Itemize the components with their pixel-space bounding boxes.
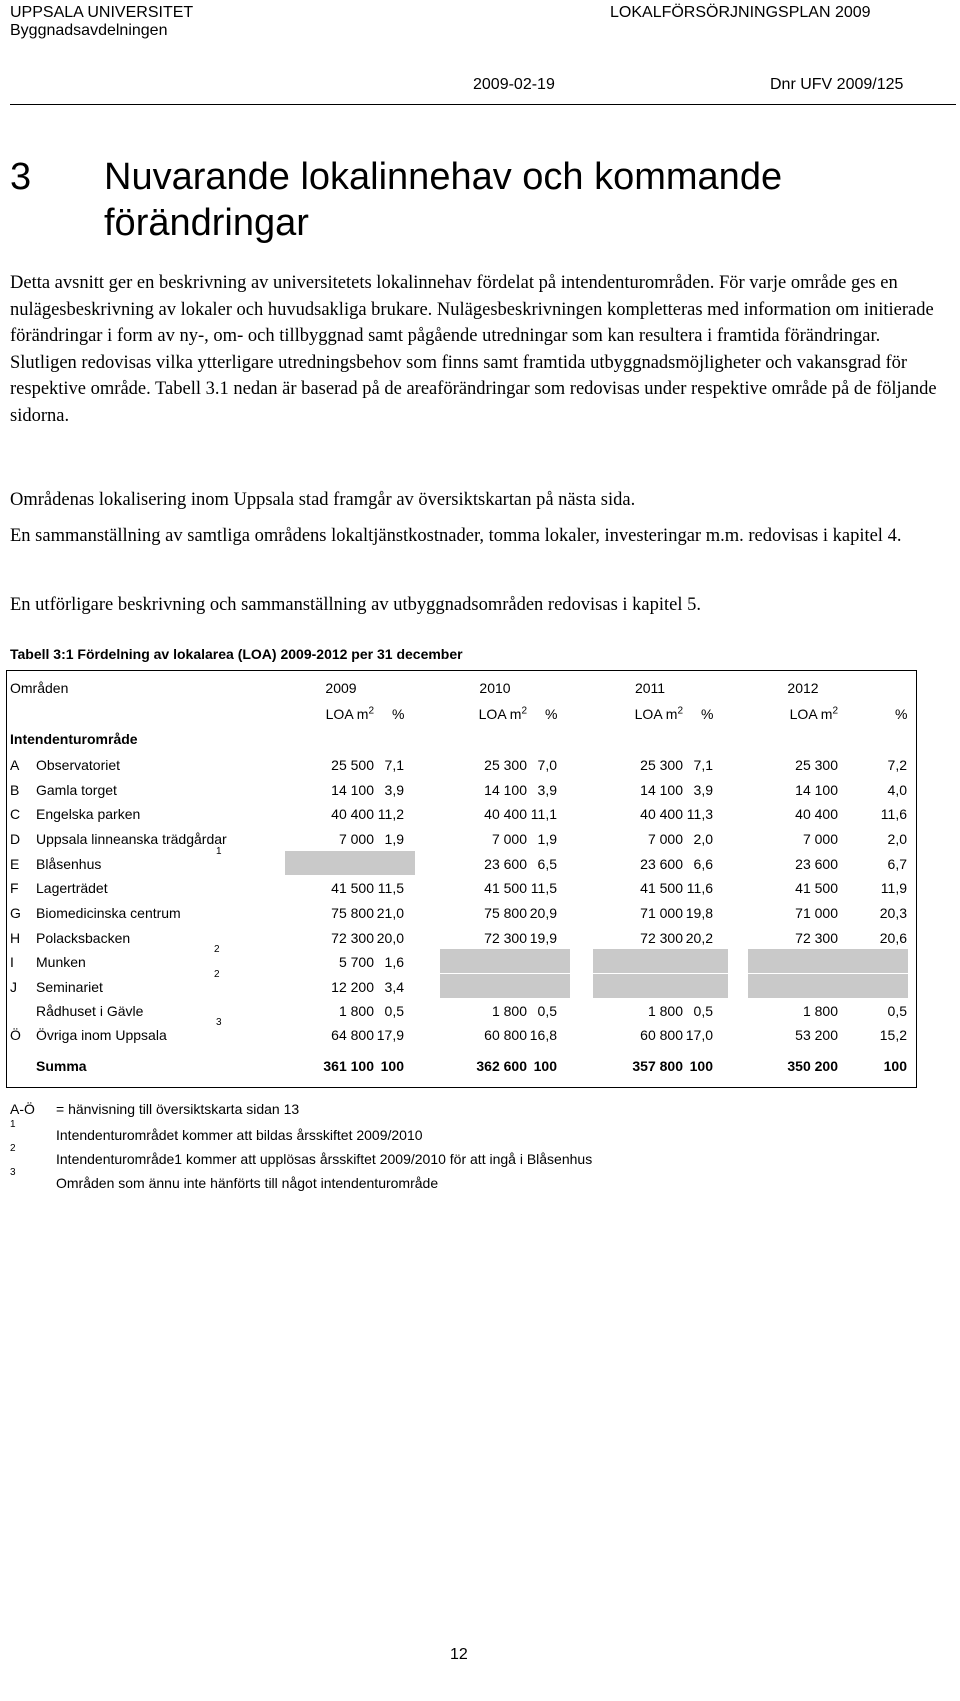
table-cell-value: 2,0	[693, 831, 713, 847]
table-cell-value: 15,2	[879, 1027, 907, 1043]
area-table	[6, 670, 917, 1088]
col-header-year: 2011	[634, 680, 666, 696]
table-cell-value: 72 300	[795, 930, 838, 946]
row-code: H	[10, 930, 21, 946]
loa-label: LOA m	[478, 706, 522, 722]
row-code: D	[10, 831, 21, 847]
table-cell-value: 11,2	[377, 806, 404, 822]
expansion-paragraph: En utförligare beskrivning och sammanställning av utbyggnadsområden redovisas i kapitel 5.	[10, 595, 702, 615]
table-cell-value: 19,8	[685, 905, 713, 921]
table-cell-value: 23 600	[795, 856, 838, 872]
table-cell-value: 60 800	[484, 1027, 527, 1043]
table-caption: Tabell 3:1 Fördelning av lokalarea (LOA) 2009-2012 per 31 december	[10, 646, 463, 662]
table-cell-value: 40 400	[640, 806, 683, 822]
col-header-loa	[599, 706, 683, 723]
table-cell-value: 5 700	[338, 954, 374, 970]
table-cell-value: 75 800	[331, 905, 374, 921]
table-cell-value: 7,2	[887, 757, 907, 773]
table-cell-value: 53 200	[795, 1027, 838, 1043]
row-area-name: Engelska parken	[36, 806, 141, 822]
table-cell-value: 7 000	[802, 831, 838, 847]
table-cell-value: 14 100	[484, 782, 527, 798]
table-cell-value: 41 500	[640, 880, 683, 896]
row-area-name: Övriga inom Uppsala	[36, 1027, 167, 1043]
group-label: Intendenturområde	[10, 731, 138, 747]
header-dnr: Dnr UFV 2009/125	[770, 76, 904, 93]
table-cell-value: 0,5	[693, 1003, 713, 1019]
footnote-2-mark: 2	[10, 1143, 16, 1154]
row-code: J	[10, 979, 17, 995]
footnote-ref-key: A-Ö	[10, 1101, 35, 1117]
table-cell-value: 64 800	[331, 1027, 374, 1043]
table-cell-value: 14 100	[640, 782, 683, 798]
table-cell-value: 25 300	[795, 757, 838, 773]
row-area-name: Uppsala linneanska trädgårdar	[36, 831, 227, 847]
sum-label: Summa	[36, 1058, 87, 1074]
footnote-1-mark: 1	[10, 1119, 16, 1130]
table-cell-value: 6,6	[693, 856, 713, 872]
sum-cell-value: 100	[533, 1058, 557, 1074]
empty-cell-shading	[285, 851, 415, 875]
row-area-name: Polacksbacken	[36, 930, 131, 946]
intro-paragraph: Detta avsnitt ger en beskrivning av universitetets lokalinnehav fördelat på intendenturområden. För varje område ges en nulägesbeskrivning av lokaler och huvudsakliga brukare. Nulägesbeskrivningen kompletteras med information om initierade förändringar i form av ny-, om- och tillbyggnad samt pågående utredningar som kan resultera i framtida förändringar. Slutligen redovisas vilka ytterligare utredningsbehov som finns samt framtida utbyggnadsmöjligheter och vakansgrad för respektive område. Tabell 3.1 nedan är baserad på de areaförändringar som redovisas under respektive område på de följande sidorna.	[10, 273, 937, 426]
table-cell-value: 75 800	[484, 905, 527, 921]
table-cell-value: 11,5	[530, 880, 557, 896]
row-code: F	[10, 880, 19, 896]
row-code: Ö	[10, 1027, 21, 1043]
table-cell-value: 71 000	[640, 905, 683, 921]
sum-cell-value: 357 800	[632, 1058, 683, 1074]
loa-superscript: 2	[677, 705, 683, 717]
costs-paragraph: En sammanställning av samtliga områdens lokaltjänstkostnader, tomma lokaler, investeringar m.m. redovisas i kapitel 4.	[10, 526, 902, 546]
loa-label: LOA m	[325, 706, 369, 722]
table-cell-value: 40 400	[795, 806, 838, 822]
col-header-year: 2009	[325, 680, 357, 696]
table-cell-value: 20,6	[879, 930, 907, 946]
table-cell-value: 25 300	[640, 757, 683, 773]
footnote-2-text: Intendenturområde1 kommer att upplösas årsskiftet 2009/2010 för att ingå i Blåsenhus	[56, 1151, 593, 1167]
table-cell-value: 7 000	[338, 831, 374, 847]
table-cell-value: 23 600	[640, 856, 683, 872]
table-cell-value: 11,9	[880, 880, 907, 896]
footnote-ref-text: = hänvisning till översiktskarta sidan 13	[56, 1101, 300, 1117]
chapter-title: Nuvarande lokalinnehav och kommande förändringar	[104, 156, 783, 244]
row-code: B	[10, 782, 20, 798]
table-cell-value: 7 000	[491, 831, 527, 847]
table-cell-value: 14 100	[331, 782, 374, 798]
table-cell-value: 41 500	[331, 880, 374, 896]
header-date: 2009-02-19	[473, 76, 555, 93]
table-cell-value: 11,1	[530, 806, 557, 822]
footnote-3-mark: 3	[10, 1167, 16, 1178]
table-cell-value: 41 500	[795, 880, 838, 896]
table-cell-value: 17,0	[685, 1027, 713, 1043]
row-code: E	[10, 856, 20, 872]
col-header-loa	[290, 706, 374, 723]
col-header-percent: %	[895, 706, 908, 722]
table-cell-value: 0,5	[887, 1003, 907, 1019]
row-area-name: Rådhuset i Gävle	[36, 1003, 144, 1019]
table-cell-value: 17,9	[376, 1027, 404, 1043]
table-cell-value: 0,5	[384, 1003, 404, 1019]
table-cell-value: 7,0	[537, 757, 557, 773]
empty-cell-shading	[748, 949, 908, 973]
col-header-percent: %	[545, 706, 558, 722]
table-cell-value: 21,0	[376, 905, 404, 921]
row-area-name: Blåsenhus	[36, 856, 102, 872]
table-cell-value: 20,0	[376, 930, 404, 946]
row-area-name: Lagerträdet	[36, 880, 108, 896]
empty-cell-shading	[593, 949, 728, 973]
table-cell-value: 16,8	[529, 1027, 557, 1043]
table-cell-value: 72 300	[331, 930, 374, 946]
table-cell-value: 11,6	[880, 806, 907, 822]
row-code: G	[10, 905, 21, 921]
table-cell-value: 25 500	[331, 757, 374, 773]
table-cell-value: 12 200	[331, 979, 374, 995]
header-org: UPPSALA UNIVERSITET	[10, 4, 194, 21]
map-paragraph: Områdenas lokalisering inom Uppsala stad framgår av översiktskartan på nästa sida.	[10, 490, 636, 510]
row-area-name: Biomedicinska centrum	[36, 905, 181, 921]
col-header-percent: %	[701, 706, 714, 722]
loa-label: LOA m	[789, 706, 833, 722]
table-cell-value: 1,6	[384, 954, 404, 970]
table-cell-value: 1 800	[647, 1003, 683, 1019]
col-header-loa	[443, 706, 527, 723]
col-header-year: 2010	[479, 680, 511, 696]
col-header-areas: Områden	[10, 680, 69, 696]
table-cell-value: 0,5	[537, 1003, 557, 1019]
row-area-name: Gamla torget	[36, 782, 117, 798]
chapter-number: 3	[10, 156, 32, 198]
empty-cell-shading	[593, 974, 728, 998]
loa-superscript: 2	[832, 705, 838, 717]
col-header-year: 2012	[787, 680, 819, 696]
table-cell-value: 7 000	[647, 831, 683, 847]
header-doc-title: LOKALFÖRSÖRJNINGSPLAN 2009	[610, 4, 871, 21]
table-cell-value: 6,5	[537, 856, 557, 872]
table-cell-value: 7,1	[384, 757, 404, 773]
table-cell-value: 1 800	[802, 1003, 838, 1019]
footnote-1-text: Intendenturområdet kommer att bildas årsskiftet 2009/2010	[56, 1127, 423, 1143]
table-cell-value: 71 000	[795, 905, 838, 921]
table-cell-value: 20,9	[529, 905, 557, 921]
col-header-percent: %	[392, 706, 405, 722]
table-cell-value: 11,3	[686, 806, 713, 822]
table-cell-value: 11,6	[686, 880, 713, 896]
table-cell-value: 1 800	[338, 1003, 374, 1019]
header-dept: Byggnadsavdelningen	[10, 22, 168, 39]
row-footnote-mark: 1	[216, 846, 222, 857]
table-cell-value: 3,9	[384, 782, 404, 798]
row-area-name: Observatoriet	[36, 757, 121, 773]
table-cell-value: 41 500	[484, 880, 527, 896]
table-cell-value: 40 400	[484, 806, 527, 822]
row-code: A	[10, 757, 20, 773]
table-cell-value: 72 300	[640, 930, 683, 946]
table-cell-value: 23 600	[484, 856, 527, 872]
row-code: I	[10, 954, 14, 970]
table-cell-value: 1,9	[537, 831, 557, 847]
table-cell-value: 40 400	[331, 806, 374, 822]
header-rule	[10, 104, 956, 105]
empty-cell-shading	[440, 974, 570, 998]
table-cell-value: 3,4	[384, 979, 404, 995]
table-cell-value: 72 300	[484, 930, 527, 946]
table-cell-value: 25 300	[484, 757, 527, 773]
loa-superscript: 2	[521, 705, 527, 717]
loa-label: LOA m	[634, 706, 678, 722]
table-cell-value: 3,9	[537, 782, 557, 798]
table-cell-value: 6,7	[887, 856, 907, 872]
row-footnote-mark: 2	[214, 944, 220, 955]
table-cell-value: 19,9	[529, 930, 557, 946]
row-code: C	[10, 806, 21, 822]
table-cell-value: 11,5	[377, 880, 404, 896]
row-footnote-mark: 2	[214, 969, 220, 980]
table-cell-value: 20,2	[685, 930, 713, 946]
col-header-loa	[754, 706, 838, 723]
table-cell-value: 4,0	[887, 782, 907, 798]
table-cell-value: 60 800	[640, 1027, 683, 1043]
empty-cell-shading	[440, 949, 570, 973]
table-cell-value: 1,9	[384, 831, 404, 847]
table-cell-value: 1 800	[491, 1003, 527, 1019]
sum-cell-value: 350 200	[787, 1058, 838, 1074]
sum-cell-value: 361 100	[323, 1058, 374, 1074]
table-cell-value: 14 100	[795, 782, 838, 798]
table-cell-value: 3,9	[693, 782, 713, 798]
sum-cell-value: 362 600	[476, 1058, 527, 1074]
table-cell-value: 2,0	[887, 831, 907, 847]
row-area-name: Munken	[36, 954, 86, 970]
page-number: 12	[450, 1646, 468, 1663]
sum-cell-value: 100	[380, 1058, 404, 1074]
loa-superscript: 2	[368, 705, 374, 717]
table-cell-value: 7,1	[693, 757, 713, 773]
footnote-3-text: Områden som ännu inte hänförts till något intendenturområde	[56, 1175, 439, 1191]
row-area-name: Seminariet	[36, 979, 103, 995]
table-cell-value: 20,3	[879, 905, 907, 921]
sum-cell-value: 100	[883, 1058, 907, 1074]
row-footnote-mark: 3	[216, 1017, 222, 1028]
sum-cell-value: 100	[689, 1058, 713, 1074]
empty-cell-shading	[748, 974, 908, 998]
